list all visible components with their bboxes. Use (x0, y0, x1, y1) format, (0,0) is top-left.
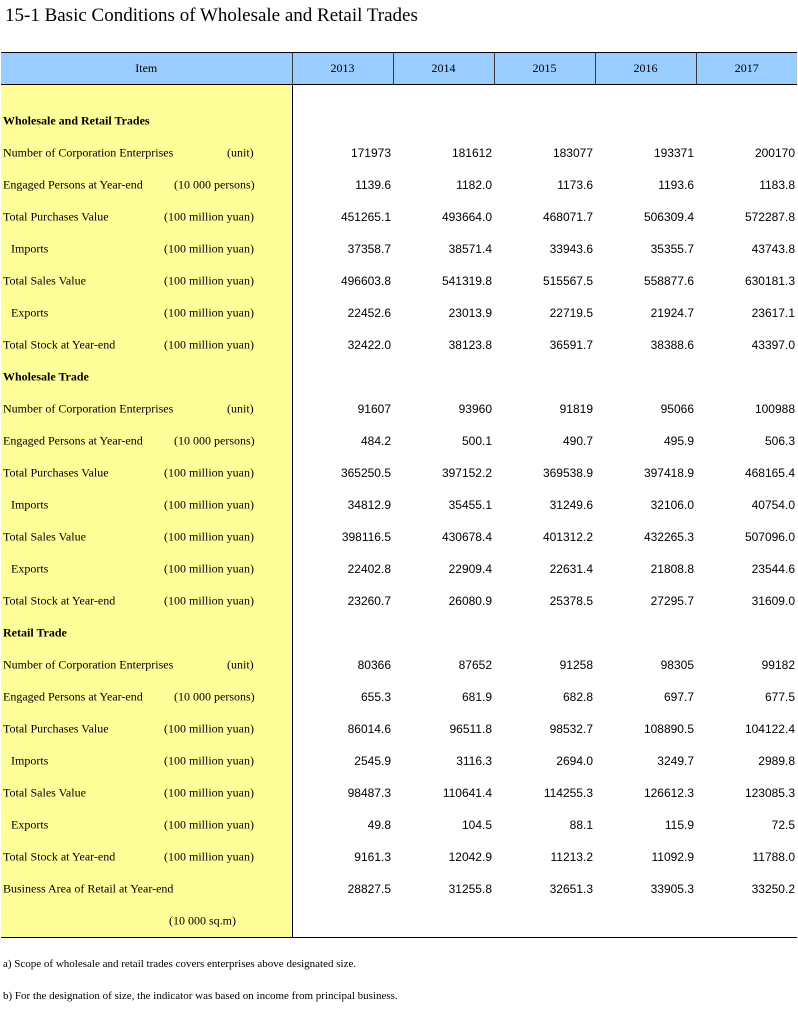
row-label: Imports (11, 497, 49, 512)
value-cell: 32651.3 (549, 882, 593, 896)
value-cell: 32106.0 (650, 498, 694, 512)
value-cell: 49.8 (367, 818, 391, 832)
value-cell: 655.3 (360, 690, 391, 704)
value-cell: 2694.0 (556, 754, 593, 768)
value-cell: 37358.7 (347, 242, 391, 256)
unit-label: (unit) (227, 145, 254, 160)
footnotes (3, 956, 398, 1020)
unit-label: (10 000 persons) (174, 177, 255, 192)
item-cell (1, 393, 292, 425)
value-cell: 114255.3 (543, 786, 593, 800)
value-cell: 430678.4 (441, 530, 492, 544)
value-cell: 32422.0 (347, 338, 391, 352)
row-label: Total Stock at Year-end (3, 593, 116, 608)
unit-label: (10 000 persons) (174, 433, 255, 448)
item-cell (1, 457, 292, 489)
table-row (1, 873, 797, 905)
value-cell: 35455.1 (448, 498, 492, 512)
value-cell: 91258 (559, 658, 593, 672)
value-cell: 493664.0 (441, 210, 492, 224)
value-cell: 11213.2 (550, 850, 593, 864)
table-row (1, 489, 797, 521)
value-cell: 451265.1 (340, 210, 391, 224)
value-cell: 2989.8 (758, 754, 795, 768)
header-year: 2014 (393, 53, 494, 85)
value-cell: 93960 (458, 402, 492, 416)
item-cell (1, 873, 292, 905)
unit-label: (100 million yuan) (164, 273, 254, 288)
unit-label: (100 million yuan) (164, 753, 254, 768)
value-cell: 507096.0 (744, 530, 795, 544)
value-cell: 36591.7 (549, 338, 593, 352)
value-cell: 1183.8 (759, 178, 795, 192)
value-cell: 104122.4 (744, 722, 795, 736)
header-year: 2015 (494, 53, 595, 85)
item-cell (1, 201, 292, 233)
table-row (1, 809, 797, 841)
value-cell (393, 361, 494, 393)
value-cell: 1173.6 (557, 178, 593, 192)
value-cell: 22402.8 (347, 562, 391, 576)
section-row (1, 617, 797, 649)
value-cell: 22719.5 (549, 306, 593, 320)
value-cell: 1193.6 (658, 178, 694, 192)
value-cell: 23617.1 (751, 306, 795, 320)
value-cell: 98487.3 (347, 786, 391, 800)
value-cell: 1139.6 (355, 178, 391, 192)
value-cell: 91607 (357, 402, 391, 416)
value-cell: 541319.8 (441, 274, 492, 288)
value-cell: 369538.9 (542, 466, 593, 480)
value-cell (292, 105, 393, 137)
table-row (1, 777, 797, 809)
table-row (1, 649, 797, 681)
table-row (1, 137, 797, 169)
table-row (1, 425, 797, 457)
value-cell: 365250.5 (340, 466, 391, 480)
value-cell (595, 617, 696, 649)
unit-label: (100 million yuan) (164, 465, 254, 480)
value-cell: 31609.0 (751, 594, 795, 608)
unit-label: (100 million yuan) (164, 337, 254, 352)
row-label: Imports (11, 241, 49, 256)
value-cell: 401312.2 (542, 530, 593, 544)
unit-label: (10 000 sq.m) (169, 913, 236, 928)
row-label: Total Sales Value (3, 273, 86, 288)
unit-label: (100 million yuan) (164, 561, 254, 576)
item-cell (1, 169, 292, 201)
value-cell: 682.8 (562, 690, 593, 704)
value-cell: 26080.9 (448, 594, 492, 608)
item-cell (1, 233, 292, 265)
value-cell: 21808.8 (650, 562, 694, 576)
header-row (1, 53, 797, 85)
unit-label: (100 million yuan) (164, 849, 254, 864)
table-row (1, 265, 797, 297)
value-cell (393, 105, 494, 137)
item-cell (1, 649, 292, 681)
value-cell: 96511.8 (449, 722, 492, 736)
value-cell (494, 905, 595, 938)
table-row (1, 553, 797, 585)
row-label: Engaged Persons at Year-end (3, 433, 143, 448)
value-cell: 181612 (451, 146, 492, 160)
value-cell: 31249.6 (549, 498, 593, 512)
value-cell: 572287.8 (744, 210, 795, 224)
table-row (1, 233, 797, 265)
row-label: Engaged Persons at Year-end (3, 689, 143, 704)
value-cell: 33905.3 (650, 882, 694, 896)
value-cell (696, 905, 797, 938)
value-cell: 495.9 (663, 434, 694, 448)
value-cell (494, 361, 595, 393)
value-cell: 1182.0 (456, 178, 492, 192)
value-cell: 80366 (357, 658, 391, 672)
value-cell: 100988 (754, 402, 795, 416)
value-cell (595, 905, 696, 938)
section-label: Wholesale and Retail Trades (3, 113, 150, 128)
item-cell (1, 85, 292, 106)
value-cell: 31255.8 (448, 882, 492, 896)
value-cell: 88.1 (569, 818, 593, 832)
item-cell (1, 425, 292, 457)
value-cell: 468071.7 (542, 210, 593, 224)
value-cell: 515567.5 (542, 274, 593, 288)
unit-label: (unit) (227, 401, 254, 416)
table-row (1, 681, 797, 713)
item-cell (1, 841, 292, 873)
value-cell: 115.9 (664, 818, 694, 832)
value-cell: 468165.4 (744, 466, 795, 480)
row-label: Total Stock at Year-end (3, 849, 116, 864)
section-label: Wholesale Trade (3, 369, 89, 384)
row-label: Exports (11, 817, 49, 832)
value-cell: 11788.0 (752, 850, 795, 864)
value-cell: 22909.4 (448, 562, 492, 576)
table-row (1, 201, 797, 233)
row-label: Engaged Persons at Year-end (3, 177, 143, 192)
value-cell: 432265.3 (643, 530, 694, 544)
value-cell (595, 361, 696, 393)
table-row (1, 297, 797, 329)
section-label: Retail Trade (3, 625, 67, 640)
row-label: Total Sales Value (3, 785, 86, 800)
value-cell: 193371 (653, 146, 694, 160)
header-item: Item (1, 53, 292, 85)
value-cell (696, 105, 797, 137)
value-cell: 38123.8 (448, 338, 492, 352)
value-cell: 27295.7 (650, 594, 694, 608)
item-cell (1, 297, 292, 329)
value-cell: 2545.9 (354, 754, 391, 768)
value-cell (292, 361, 393, 393)
table-row (1, 393, 797, 425)
statistics-table-container (1, 52, 797, 938)
row-label: Number of Corporation Enterprises (3, 401, 174, 416)
value-cell: 98305 (660, 658, 694, 672)
item-cell (1, 585, 292, 617)
table-body (1, 85, 797, 938)
value-cell: 33943.6 (549, 242, 593, 256)
value-cell: 200170 (754, 146, 795, 160)
item-cell (1, 329, 292, 361)
value-cell (696, 617, 797, 649)
value-cell: 398116.5 (341, 530, 391, 544)
table-row (1, 585, 797, 617)
value-cell (696, 361, 797, 393)
unit-label: (100 million yuan) (164, 529, 254, 544)
footnote: a) Scope of wholesale and retail trades covers enterprises above designated size. (3, 958, 357, 970)
value-cell: 183077 (552, 146, 593, 160)
unit-label: (100 million yuan) (164, 593, 254, 608)
value-cell: 22631.4 (549, 562, 593, 576)
row-label: Total Purchases Value (3, 721, 109, 736)
value-cell: 99182 (761, 658, 795, 672)
value-cell: 681.9 (461, 690, 492, 704)
row-label: Total Sales Value (3, 529, 86, 544)
table-row (1, 457, 797, 489)
value-cell (595, 105, 696, 137)
unit-label: (100 million yuan) (164, 785, 254, 800)
unit-label: (100 million yuan) (164, 497, 254, 512)
item-cell (1, 905, 292, 938)
value-cell: 496603.8 (340, 274, 391, 288)
row-label: Total Purchases Value (3, 209, 109, 224)
value-cell: 33250.2 (751, 882, 795, 896)
unit-label: (100 million yuan) (164, 721, 254, 736)
item-cell (1, 489, 292, 521)
page-title: 15-1 Basic Conditions of Wholesale and Retail Trades (5, 5, 418, 26)
unit-label: (100 million yuan) (164, 241, 254, 256)
value-cell: 697.7 (663, 690, 694, 704)
table-row (1, 745, 797, 777)
value-cell: 123085.3 (744, 786, 795, 800)
value-cell: 108890.5 (643, 722, 694, 736)
item-cell (1, 745, 292, 777)
section-row (1, 105, 797, 137)
value-cell: 490.7 (562, 434, 593, 448)
table-row (1, 905, 797, 938)
value-cell: 86014.6 (347, 722, 391, 736)
value-cell: 22452.6 (347, 306, 391, 320)
header-year: 2013 (292, 53, 393, 85)
table-row (1, 169, 797, 201)
item-cell (1, 713, 292, 745)
row-label: Exports (11, 305, 49, 320)
value-cell: 126612.3 (643, 786, 694, 800)
unit-label: (100 million yuan) (164, 209, 254, 224)
statistics-table (1, 52, 797, 938)
value-cell: 506.3 (764, 434, 795, 448)
value-cell: 12042.9 (448, 850, 492, 864)
value-cell: 38388.6 (650, 338, 694, 352)
row-label: Business Area of Retail at Year-end (3, 881, 174, 896)
value-cell: 23544.6 (751, 562, 795, 576)
value-cell: 34812.9 (347, 498, 391, 512)
value-cell: 630181.3 (744, 274, 795, 288)
value-cell: 500.1 (461, 434, 492, 448)
value-cell: 110641.4 (442, 786, 492, 800)
value-cell: 28827.5 (347, 882, 391, 896)
blank-cell (292, 85, 797, 106)
row-label: Number of Corporation Enterprises (3, 657, 174, 672)
row-label: Total Purchases Value (3, 465, 109, 480)
value-cell: 95066 (660, 402, 694, 416)
value-cell: 38571.4 (448, 242, 492, 256)
value-cell (292, 905, 393, 938)
value-cell: 91819 (559, 402, 593, 416)
value-cell: 43397.0 (751, 338, 795, 352)
value-cell: 40754.0 (751, 498, 795, 512)
unit-label: (unit) (227, 657, 254, 672)
value-cell: 21924.7 (650, 306, 694, 320)
value-cell (393, 905, 494, 938)
table-row (1, 329, 797, 361)
item-cell (1, 777, 292, 809)
value-cell (292, 617, 393, 649)
value-cell: 43743.8 (751, 242, 795, 256)
row-label: Imports (11, 753, 49, 768)
value-cell: 3249.7 (657, 754, 694, 768)
value-cell: 558877.6 (643, 274, 694, 288)
value-cell: 397418.9 (643, 466, 694, 480)
value-cell: 506309.4 (643, 210, 694, 224)
item-cell (1, 617, 292, 649)
item-cell (1, 105, 292, 137)
value-cell: 677.5 (764, 690, 795, 704)
value-cell (393, 617, 494, 649)
header-year: 2016 (595, 53, 696, 85)
unit-label: (100 million yuan) (164, 817, 254, 832)
item-cell (1, 681, 292, 713)
item-cell (1, 361, 292, 393)
unit-label: (10 000 persons) (174, 689, 255, 704)
value-cell: 9161.3 (354, 850, 391, 864)
item-cell (1, 137, 292, 169)
value-cell: 397152.2 (441, 466, 492, 480)
value-cell: 35355.7 (650, 242, 694, 256)
value-cell: 484.2 (360, 434, 391, 448)
row-label: Number of Corporation Enterprises (3, 145, 174, 160)
item-cell (1, 553, 292, 585)
value-cell: 72.5 (771, 818, 795, 832)
value-cell: 11092.9 (651, 850, 694, 864)
value-cell (494, 617, 595, 649)
item-cell (1, 265, 292, 297)
value-cell: 87652 (458, 658, 492, 672)
row-label: Total Stock at Year-end (3, 337, 116, 352)
table-row (1, 521, 797, 553)
value-cell: 98532.7 (549, 722, 593, 736)
section-row (1, 361, 797, 393)
item-cell (1, 809, 292, 841)
row-label: Exports (11, 561, 49, 576)
value-cell: 25378.5 (549, 594, 593, 608)
value-cell: 104.5 (461, 818, 492, 832)
header-year: 2017 (696, 53, 797, 85)
item-cell (1, 521, 292, 553)
spacer-row (1, 85, 797, 106)
value-cell: 171973 (350, 146, 391, 160)
unit-label: (100 million yuan) (164, 305, 254, 320)
value-cell: 23260.7 (347, 594, 391, 608)
footnote: b) For the designation of size, the indicator was based on income from principal business. (3, 990, 398, 1002)
value-cell (494, 105, 595, 137)
value-cell: 23013.9 (448, 306, 492, 320)
table-row (1, 841, 797, 873)
table-row (1, 713, 797, 745)
value-cell: 3116.3 (456, 754, 492, 768)
